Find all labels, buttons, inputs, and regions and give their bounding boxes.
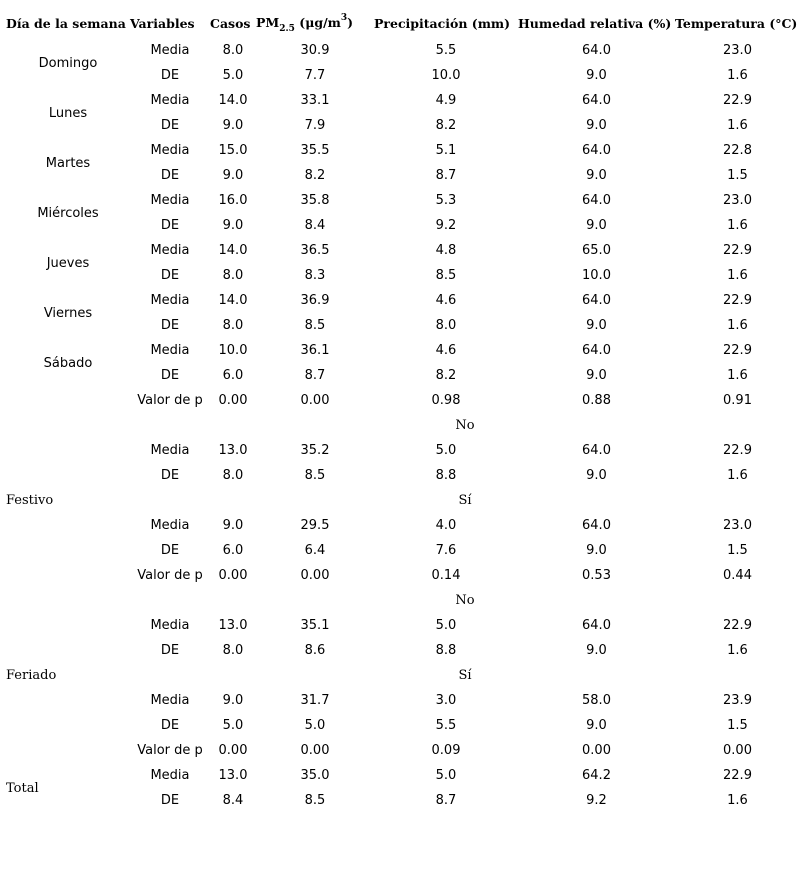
cases-cell: 9.0 [222, 168, 244, 183]
variable-label: Media [150, 618, 190, 633]
variable-label: Valor de p [137, 743, 203, 758]
pm-main: PM [256, 14, 280, 30]
variable-label: DE [160, 268, 180, 283]
table-row [6, 438, 800, 463]
precipitation-cell: 5.0 [435, 618, 457, 633]
pm25-cell: 0.00 [300, 568, 330, 583]
day-label: Lunes [48, 105, 88, 121]
category-label: No [455, 418, 475, 433]
humidity-cell: 9.2 [586, 793, 607, 808]
category-label: Sí [458, 668, 472, 683]
variable-label: DE [160, 318, 180, 333]
variable-label: DE [160, 68, 180, 83]
pm25-cell: 35.8 [300, 193, 330, 208]
cases-cell: 14.0 [218, 243, 248, 258]
temperature-cell: 1.5 [727, 168, 748, 183]
header-pm25 [256, 8, 374, 38]
precipitation-cell: 5.0 [435, 443, 457, 458]
temperature-cell: 1.6 [727, 68, 748, 83]
pm25-cell: 8.5 [304, 468, 326, 483]
statistics-table [6, 8, 800, 813]
precipitation-cell: 5.5 [435, 43, 457, 58]
table-row [6, 238, 800, 263]
variable-label: Media [150, 143, 190, 158]
temperature-cell: 1.6 [727, 793, 748, 808]
temperature-cell: 22.9 [723, 93, 752, 108]
empty-cell [6, 438, 130, 463]
temperature-cell: 22.9 [723, 343, 752, 358]
table-row [6, 463, 800, 488]
humidity-cell: 0.53 [582, 568, 611, 583]
cases-cell: 0.00 [218, 568, 248, 583]
cases-cell: 9.0 [222, 693, 244, 708]
empty-cell [6, 738, 130, 763]
precipitation-cell: 8.5 [435, 268, 457, 283]
category-row [6, 588, 800, 613]
precipitation-cell: 0.98 [431, 393, 461, 408]
temperature-cell: 22.9 [723, 768, 752, 783]
pvalue-row [6, 388, 800, 413]
precipitation-cell: 3.0 [435, 693, 457, 708]
precipitation-cell: 4.6 [435, 293, 457, 308]
variable-label: Media [150, 343, 190, 358]
category-label: No [455, 593, 475, 608]
header-variables: Variables [130, 15, 195, 31]
pm25-cell: 0.00 [300, 393, 330, 408]
humidity-cell: 64.0 [582, 93, 611, 108]
empty-cell [6, 513, 130, 538]
table-row [6, 688, 800, 713]
variable-label: Media [150, 193, 190, 208]
cases-cell: 6.0 [222, 368, 244, 383]
cases-cell: 13.0 [218, 618, 248, 633]
temperature-cell: 23.0 [723, 193, 752, 208]
temperature-cell: 22.9 [723, 443, 752, 458]
cases-cell: 8.0 [222, 468, 244, 483]
precipitation-cell: 4.0 [435, 518, 457, 533]
pm-unit-pre: (μg/m [294, 14, 341, 30]
day-label: Sábado [43, 355, 93, 371]
cases-cell: 13.0 [218, 768, 248, 783]
pm25-cell: 33.1 [300, 93, 330, 108]
variable-label: DE [160, 168, 180, 183]
pm25-cell: 35.0 [300, 768, 330, 783]
pm25-cell: 8.5 [304, 318, 326, 333]
day-label: Miércoles [37, 205, 99, 221]
pvalue-row [6, 563, 800, 588]
empty-cell [6, 638, 130, 663]
variable-label: DE [160, 793, 180, 808]
precipitation-cell: 4.8 [435, 243, 457, 258]
pm-superscript: 3 [340, 12, 348, 23]
variable-label: Media [150, 768, 190, 783]
pm25-cell: 36.9 [300, 293, 330, 308]
precipitation-cell: 8.2 [435, 118, 457, 133]
temperature-cell: 23.0 [723, 518, 752, 533]
pm25-cell: 6.4 [304, 543, 326, 558]
humidity-cell: 64.0 [582, 293, 611, 308]
temperature-cell: 0.00 [723, 743, 752, 758]
header-cases: Casos [210, 15, 251, 31]
table-row [6, 763, 800, 788]
pm25-cell: 8.6 [304, 643, 326, 658]
humidity-cell: 64.0 [582, 343, 611, 358]
empty-cell [6, 563, 130, 588]
header-temperature: Temperatura (°C) [675, 15, 798, 31]
precipitation-cell: 8.7 [435, 793, 457, 808]
precipitation-cell: 0.14 [431, 568, 461, 583]
category-label: Sí [458, 493, 472, 508]
humidity-cell: 64.0 [582, 518, 611, 533]
cases-cell: 10.0 [218, 343, 248, 358]
category-row [6, 413, 800, 438]
day-label: Martes [45, 155, 91, 171]
temperature-cell: 23.0 [723, 43, 752, 58]
day-label: Domingo [38, 55, 98, 71]
humidity-cell: 64.0 [582, 43, 611, 58]
section-label: Festivo [6, 493, 54, 508]
header-precipitation: Precipitación (mm) [374, 15, 511, 31]
temperature-cell: 1.5 [727, 718, 748, 733]
variable-label: Media [150, 43, 190, 58]
table-row [6, 288, 800, 313]
humidity-cell: 0.00 [582, 743, 611, 758]
pm25-cell: 8.2 [304, 168, 326, 183]
pvalue-row [6, 738, 800, 763]
precipitation-cell: 5.0 [435, 768, 457, 783]
cases-cell: 5.0 [222, 68, 244, 83]
pm25-cell: 36.5 [300, 243, 330, 258]
empty-cell [6, 613, 130, 638]
humidity-cell: 64.2 [582, 768, 611, 783]
pm-subscript: 2.5 [279, 23, 295, 34]
cases-cell: 5.0 [222, 718, 244, 733]
variable-label: DE [160, 468, 180, 483]
variable-label: DE [160, 368, 180, 383]
pm25-cell: 7.7 [304, 68, 326, 83]
pm25-cell: 7.9 [304, 118, 326, 133]
humidity-cell: 65.0 [582, 243, 611, 258]
humidity-cell: 64.0 [582, 618, 611, 633]
cases-cell: 9.0 [222, 518, 244, 533]
variable-label: Valor de p [137, 568, 203, 583]
table-row [6, 88, 800, 113]
day-label: Jueves [46, 255, 90, 271]
temperature-cell: 22.8 [723, 143, 752, 158]
temperature-cell: 1.6 [727, 118, 748, 133]
cases-cell: 14.0 [218, 293, 248, 308]
precipitation-cell: 4.9 [435, 93, 457, 108]
empty-cell [6, 713, 130, 738]
precipitation-cell: 7.6 [435, 543, 457, 558]
humidity-cell: 9.0 [586, 468, 607, 483]
cases-cell: 8.0 [222, 268, 244, 283]
cases-cell: 9.0 [222, 118, 244, 133]
empty-cell [6, 588, 130, 613]
cases-cell: 0.00 [218, 393, 248, 408]
table-row [6, 638, 800, 663]
cases-cell: 13.0 [218, 443, 248, 458]
pm25-cell: 36.1 [300, 343, 330, 358]
temperature-cell: 1.6 [727, 368, 748, 383]
humidity-cell: 58.0 [582, 693, 611, 708]
pm25-cell: 29.5 [300, 518, 330, 533]
precipitation-cell: 9.2 [435, 218, 457, 233]
pm25-cell: 35.1 [300, 618, 330, 633]
temperature-cell: 1.6 [727, 468, 748, 483]
total-label: Total [6, 780, 39, 796]
humidity-cell: 10.0 [582, 268, 611, 283]
variable-label: Valor de p [137, 393, 203, 408]
humidity-cell: 64.0 [582, 143, 611, 158]
temperature-cell: 23.9 [723, 693, 752, 708]
precipitation-cell: 5.1 [435, 143, 457, 158]
cases-cell: 8.0 [222, 643, 244, 658]
header-humidity: Humedad relativa (%) [518, 15, 672, 31]
humidity-cell: 9.0 [586, 68, 607, 83]
humidity-cell: 9.0 [586, 118, 607, 133]
variable-label: Media [150, 443, 190, 458]
table-row [6, 38, 800, 63]
empty-cell [6, 538, 130, 563]
variable-label: Media [150, 693, 190, 708]
header-day: Día de la semana [6, 15, 126, 31]
precipitation-cell: 4.6 [435, 343, 457, 358]
variable-label: DE [160, 118, 180, 133]
variable-label: DE [160, 643, 180, 658]
humidity-cell: 9.0 [586, 718, 607, 733]
table-row [6, 513, 800, 538]
temperature-cell: 22.9 [723, 618, 752, 633]
table-row [6, 188, 800, 213]
variable-label: Media [150, 518, 190, 533]
category-row [6, 663, 800, 688]
cases-cell: 16.0 [218, 193, 248, 208]
table-row [6, 713, 800, 738]
cases-cell: 15.0 [218, 143, 248, 158]
table-row [6, 338, 800, 363]
temperature-cell: 1.6 [727, 268, 748, 283]
table-row [6, 138, 800, 163]
variable-label: DE [160, 218, 180, 233]
humidity-cell: 9.0 [586, 368, 607, 383]
pm25-cell: 8.5 [304, 793, 326, 808]
pm25-cell: 8.4 [304, 218, 326, 233]
cases-cell: 8.4 [222, 793, 244, 808]
cases-cell: 9.0 [222, 218, 244, 233]
variable-label: DE [160, 543, 180, 558]
temperature-cell: 22.9 [723, 293, 752, 308]
pm25-cell: 35.5 [300, 143, 330, 158]
humidity-cell: 9.0 [586, 643, 607, 658]
pm25-cell: 8.7 [304, 368, 326, 383]
pm-unit-post: ) [347, 14, 354, 30]
precipitation-cell: 8.7 [435, 168, 457, 183]
table-body [6, 38, 800, 813]
variable-label: DE [160, 718, 180, 733]
temperature-cell: 22.9 [723, 243, 752, 258]
precipitation-cell: 5.5 [435, 718, 457, 733]
humidity-cell: 9.0 [586, 218, 607, 233]
humidity-cell: 0.88 [582, 393, 611, 408]
pm25-cell: 5.0 [304, 718, 326, 733]
pm25-cell: 8.3 [304, 268, 326, 283]
cases-cell: 8.0 [222, 43, 244, 58]
empty-cell [6, 413, 130, 438]
cases-cell: 14.0 [218, 93, 248, 108]
variable-label: Media [150, 293, 190, 308]
humidity-cell: 9.0 [586, 543, 607, 558]
humidity-cell: 64.0 [582, 193, 611, 208]
header-row [6, 8, 800, 38]
humidity-cell: 9.0 [586, 168, 607, 183]
empty-cell [6, 463, 130, 488]
category-row [6, 488, 800, 513]
table-row [6, 538, 800, 563]
temperature-cell: 0.91 [723, 393, 752, 408]
humidity-cell: 64.0 [582, 443, 611, 458]
pm25-cell: 31.7 [300, 693, 330, 708]
table-row [6, 613, 800, 638]
variable-label: Media [150, 243, 190, 258]
precipitation-cell: 8.2 [435, 368, 457, 383]
temperature-cell: 1.5 [727, 543, 748, 558]
pm25-cell: 0.00 [300, 743, 330, 758]
day-label: Viernes [43, 305, 93, 321]
temperature-cell: 1.6 [727, 318, 748, 333]
precipitation-cell: 8.8 [435, 643, 457, 658]
empty-cell [6, 688, 130, 713]
pm25-cell: 30.9 [300, 43, 330, 58]
cases-cell: 6.0 [222, 543, 244, 558]
precipitation-cell: 8.8 [435, 468, 457, 483]
temperature-cell: 0.44 [723, 568, 752, 583]
cases-cell: 8.0 [222, 318, 244, 333]
precipitation-cell: 0.09 [431, 743, 461, 758]
cases-cell: 0.00 [218, 743, 248, 758]
precipitation-cell: 5.3 [435, 193, 457, 208]
section-label: Feriado [6, 668, 57, 683]
pm25-cell: 35.2 [300, 443, 330, 458]
temperature-cell: 1.6 [727, 643, 748, 658]
precipitation-cell: 8.0 [435, 318, 457, 333]
empty-cell [6, 388, 130, 413]
humidity-cell: 9.0 [586, 318, 607, 333]
variable-label: Media [150, 93, 190, 108]
precipitation-cell: 10.0 [431, 68, 461, 83]
temperature-cell: 1.6 [727, 218, 748, 233]
